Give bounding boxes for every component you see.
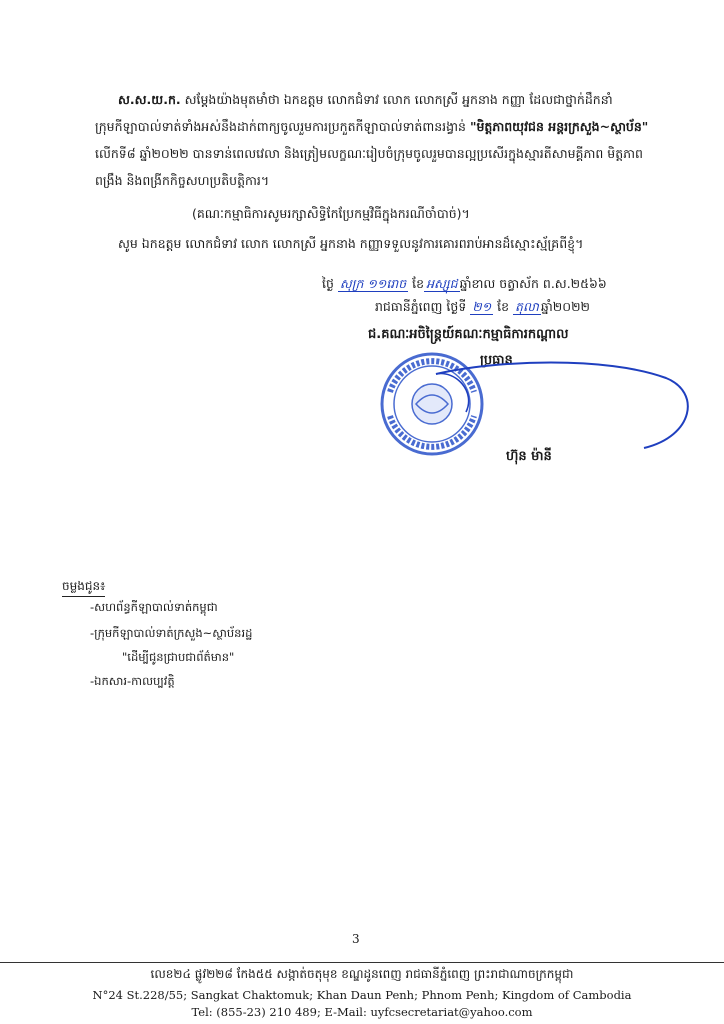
organization-abbreviation: ស.ស.យ.ក. (118, 92, 181, 107)
distribution-item: -ឯកសារ-កាលប្បវត្តិ (90, 674, 175, 688)
closing-salutation: សូម ឯកឧត្តម លោកជំទាវ លោក លោកស្រី អ្នកនាង កញ្ញាទទួលនូវការគោរពរាប់អានដ៏ស្មោះស្ម័គ្រពីខ្ញុំ។ (118, 236, 584, 251)
signer-name: ហ៊ុន ម៉ានី (506, 449, 552, 464)
paragraph-line-1: ស.ស.យ.ក. សម្ដែងយ៉ាងមុតមាំថា ឯកឧត្តម លោកជំទាវ លោក លោកស្រី អ្នកនាង កញ្ញា ដែលជាថ្នាក់ដឹកនាំ (118, 92, 613, 107)
distribution-label: ចម្លងជូន៖ (62, 578, 105, 597)
letter-body-paragraph (95, 86, 649, 194)
lunar-date: ថ្ងៃ សុក្រ ១១រោច ខែ អស្សុជ ឆ្នាំខាល ចត្វាស័ក ព.ស.២៥៦៦ (322, 276, 607, 291)
rights-note: (គណៈកម្មាធិការសូមរក្សាសិទ្ធិកែប្រែកម្មវិធីក្នុងករណីចាំបាច់)។ (192, 206, 470, 221)
footer-divider (0, 962, 724, 963)
paragraph-line-4: ពង្រឹង និងពង្រីកកិច្ចសហប្រតិបត្តិការ។ (95, 173, 270, 188)
distribution-item: "ដើម្បីជូនជ្រាបជាព័ត៌មាន" (122, 650, 235, 664)
handwritten-lunar-month: អស្សុជ (426, 276, 458, 291)
page-number: 3 (352, 932, 360, 946)
handwritten-solar-day: ២១ (472, 299, 492, 314)
handwritten-lunar-day: សុក្រ ១១រោច (339, 276, 407, 291)
footer-khmer-address: លេខ២៤ ផ្លូវ២២៨ កែង៥៥ សង្កាត់ចតុមុខ ខណ្ឌដូនពេញ រាជធានីភ្នំពេញ ព្រះរាជាណាចក្រកម្ពុជា (150, 967, 574, 981)
paragraph-line-2: ក្រុមកីឡាបាល់ទាត់ទាំងអស់នឹងដាក់ពាក្យចូលរួមការប្រកួតកីឡាបាល់ទាត់ពានរង្វាន់ "មិត្តភាពយុវជន អន្តរក្រសួង~ស្ថាប័ន" (95, 119, 649, 134)
distribution-item: -ក្រុមកីឡាបាល់ទាត់ក្រសួង~ស្ថាប័នរដ្ឋ (90, 626, 253, 640)
solar-date: រាជធានីភ្នំពេញ ថ្ងៃទី ២១ ខែ តុលា ឆ្នាំ២០២២ (375, 299, 590, 314)
paragraph-line-3: លើកទី៨ ឆ្នាំ២០២២ បានទាន់ពេលវេលា និងត្រៀមលក្ខណៈរៀបចំក្រុមចូលរួមបានល្អប្រសើរក្នុងស្មារតីសាមគ្គីភាព មិត្តភាព (95, 146, 643, 161)
distribution-item: -សហព័ន្ធកីឡាបាល់ទាត់កម្ពុជា (90, 600, 218, 614)
footer-contact: Tel: (855-23) 210 489; E-Mail: uyfcsecretariat@yahoo.com (191, 1005, 533, 1019)
signer-role: ប្រធាន (480, 353, 513, 368)
tournament-name: "មិត្តភាពយុវជន អន្តរក្រសួង~ស្ថាប័ន" (469, 119, 649, 134)
issuing-office: ជ.គណៈអចិន្ត្រៃយ៍គណៈកម្មាធិការកណ្ដាល (368, 327, 569, 342)
footer-address: N°24 St.228/55; Sangkat Chaktomuk; Khan Daun Penh; Phnom Penh; Kingdom of Cambodia (92, 988, 632, 1002)
handwritten-solar-month: តុលា (515, 299, 539, 314)
official-stamp-and-signature (376, 352, 706, 462)
